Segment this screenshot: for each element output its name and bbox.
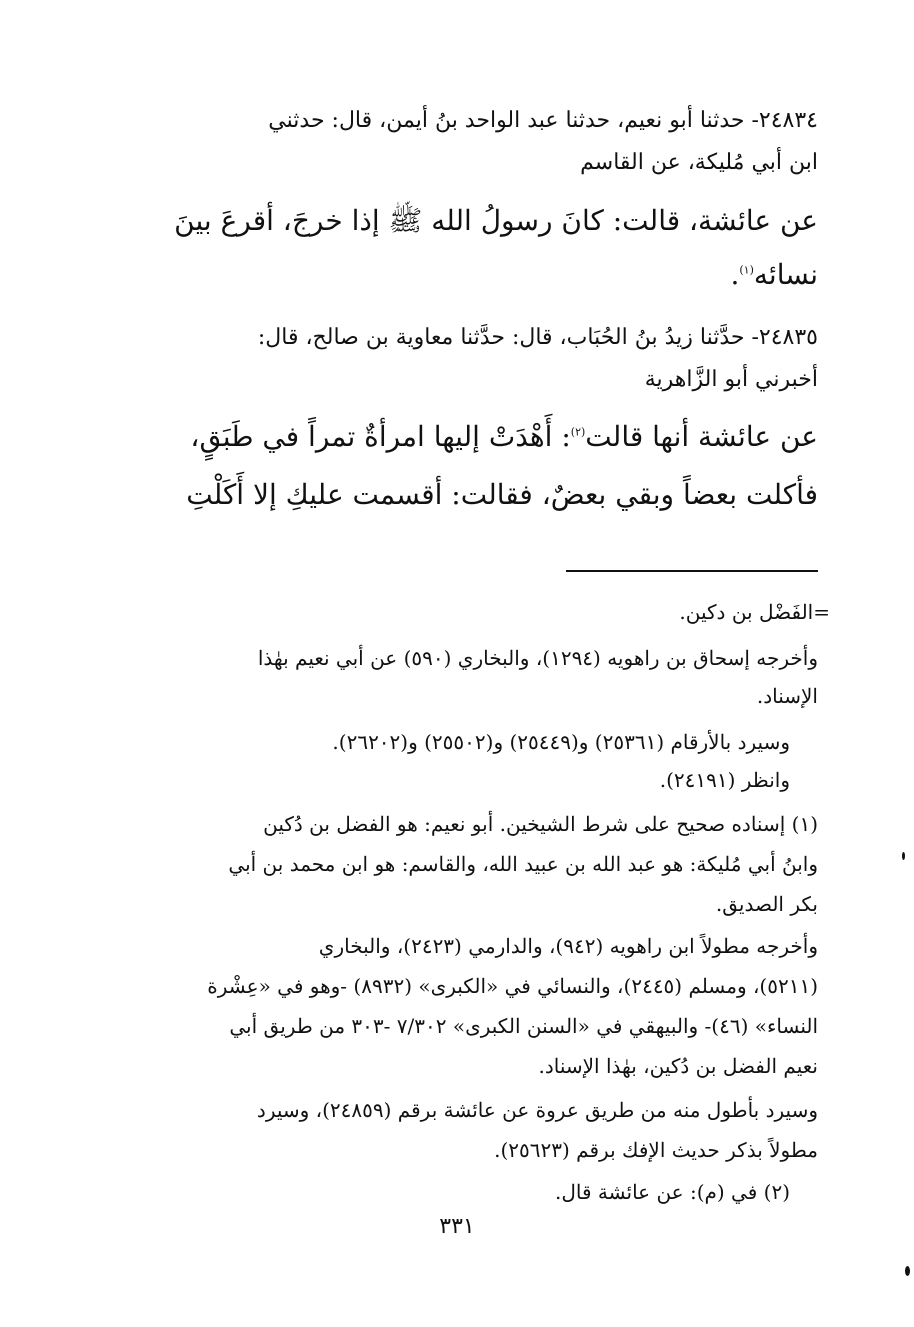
footnote-line: (٥٢١١)، ومسلم (٢٤٤٥)، والنسائي في «الكبرى» (٨٩٣٢) -وهو في «عِشْرة bbox=[207, 974, 818, 998]
page-number: ٣٣١ bbox=[439, 1214, 475, 1239]
footnote-line: الإسناد. bbox=[756, 684, 818, 708]
footnote-line: بكر الصديق. bbox=[715, 892, 818, 916]
hadith-isnad-line: أخبرني أبو الزَّاهرية bbox=[644, 367, 818, 392]
footnote-line: نعيم الفضل بن دُكين، بهٰذا الإسناد. bbox=[538, 1054, 818, 1078]
hadith-matn-line: عن عائشة، قالت: كانَ رسولُ الله ﷺ إذا خرجَ، أقرعَ بينَ bbox=[174, 204, 818, 237]
footnote-line: وانظر (٢٤١٩١). bbox=[659, 768, 790, 792]
matn-text: . bbox=[730, 258, 740, 291]
footnote-line: (٢) في (م): عن عائشة قال. bbox=[555, 1180, 790, 1204]
footnote-line: وسيرد بأطول منه من طريق عروة عن عائشة برقم (٢٤٨٥٩)، وسيرد bbox=[256, 1098, 818, 1122]
hadith-isnad-line: ٢٤٨٣٤- حدثنا أبو نعيم، حدثنا عبد الواحد بنُ أيمن، قال: حدثني bbox=[268, 108, 818, 133]
footnote-line: مطولاً بذكر حديث الإفك برقم (٢٥٦٢٣). bbox=[494, 1138, 818, 1162]
scan-mark bbox=[905, 1266, 910, 1276]
matn-text: عن عائشة أنها قالت bbox=[585, 420, 818, 453]
footnote-line: النساء» (٤٦)- والبيهقي في «السنن الكبرى» ٧/٣٠٢ -٣٠٣ من طريق أبي bbox=[229, 1014, 818, 1038]
footnote-line: =الفَضْل بن دكين. bbox=[679, 600, 830, 624]
scan-mark bbox=[902, 852, 905, 860]
hadith-matn-line: فأكلت بعضاً وبقي بعضٌ، فقالت: أقسمت عليكِ إلا أَكَلْتِ bbox=[186, 478, 818, 511]
footnote-line: وأخرجه مطولاً ابن راهويه (٩٤٢)، والدارمي (٢٤٢٣)، والبخاري bbox=[318, 934, 818, 958]
footnote-ref: (١) bbox=[739, 263, 754, 277]
footnote-line: وابنُ أبي مُليكة: هو عبد الله بن عبيد الله، والقاسم: هو ابن محمد بن أبي bbox=[228, 852, 818, 876]
hadith-matn-line bbox=[730, 258, 818, 291]
footnote-line: وأخرجه إسحاق بن راهويه (١٢٩٤)، والبخاري (٥٩٠) عن أبي نعيم بهٰذا bbox=[257, 646, 818, 670]
footnote-line: (١) إسناده صحيح على شرط الشيخين. أبو نعيم: هو الفضل بن دُكين bbox=[263, 812, 818, 836]
hadith-isnad-line: ابن أبي مُليكة، عن القاسم bbox=[580, 150, 818, 175]
hadith-matn-line bbox=[190, 420, 818, 453]
hadith-isnad-line: ٢٤٨٣٥- حدَّثنا زيدُ بنُ الحُبَاب، قال: حدَّثنا معاوية بن صالح، قال: bbox=[257, 325, 818, 350]
footnote-ref: (٢) bbox=[570, 425, 586, 439]
matn-text: نسائه bbox=[753, 258, 818, 291]
footnote-separator bbox=[566, 570, 818, 572]
footnote-line: وسيرد بالأرقام (٢٥٣٦١) و(٢٥٤٤٩) و(٢٥٥٠٢) و(٢٦٢٠٢). bbox=[332, 730, 790, 754]
matn-text: : أَهْدَتْ إليها امرأةٌ تمراً في طَبَقٍ، bbox=[190, 420, 571, 453]
